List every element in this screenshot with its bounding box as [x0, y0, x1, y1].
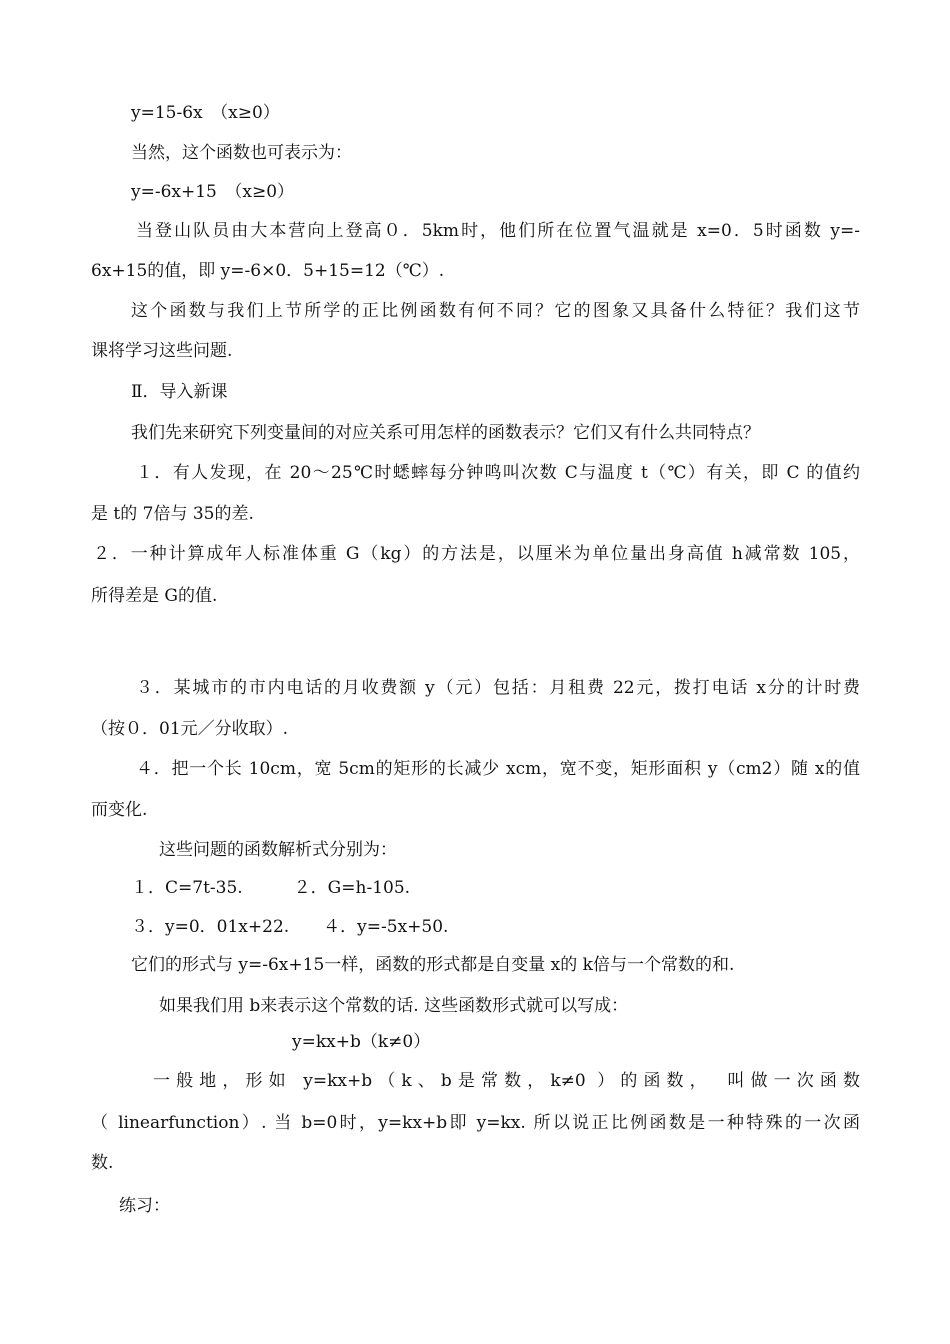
text-line-18: 这些问题的函数解析式分别为：	[159, 840, 397, 860]
text-line-4: 当登山队员由大本营向上登高０．5km时，他们所在位置气温就是 x=0．5时函数 y=-	[136, 221, 860, 241]
section-heading: Ⅱ．导入新课	[131, 382, 228, 402]
item-2-line-1: ２．一种计算成年人标准体重 G（kg）的方法是，以厘米为单位量出身高值 h减常数 105，	[93, 544, 860, 564]
text-line-22: 如果我们用 b来表示这个常数的话. 这些函数形式就可以写成：	[159, 996, 629, 1016]
item-1-line-1: １．有人发现，在 20～25℃时蟋蟀每分钟鸣叫次数 C与温度 t（℃）有关，即 C 的值约	[136, 463, 860, 483]
text-line-5: 6x+15的值，即 y=-6×0．5+15=12（℃）.	[91, 261, 445, 281]
text-line-7: 课将学习这些问题.	[91, 341, 233, 361]
definition-line-3: 数.	[91, 1153, 114, 1173]
item-3-line-1: ３．某城市的市内电话的月收费额 y（元）包括：月租费 22元，拨打电话 x分的计时费	[136, 678, 860, 698]
item-1-line-2: 是 t的 7倍与 35的差.	[91, 504, 254, 524]
text-line-9: 我们先来研究下列变量间的对应关系可用怎样的函数表示？它们又有什么共同特点？	[131, 423, 760, 443]
text-line-2: 当然，这个函数也可表示为：	[131, 143, 352, 163]
formula-line-3: y=-6x+15 （x≥0）	[131, 182, 295, 202]
item-2-line-2: 所得差是 G的值.	[91, 586, 218, 606]
item-3-line-2: （按０．01元／分收取）.	[91, 719, 289, 739]
text-line-21: 它们的形式与 y=-6x+15一样，函数的形式都是自变量 x的 k倍与一个常数的和.	[131, 955, 735, 975]
exercise-heading: 练习：	[119, 1196, 170, 1216]
definition-line-1: 一般地，形如 y=kx+b（k、b是常数，k≠0 ）的函数， 叫做一次函数	[153, 1071, 860, 1091]
formula-line-1: y=15-6x （x≥0）	[131, 103, 280, 123]
definition-line-2: （ linearfunction）. 当 b=0时，y=kx+b即 y=kx. 所以说正比例函数是一种特殊的一次函	[91, 1113, 860, 1133]
item-4-line-1: ４．把一个长 10cm，宽 5cm的矩形的长减少 xcm，宽不变，矩形面积 y（cm2）随 x的值	[136, 759, 860, 779]
answer-line-2: ３．y=0．01x+22. ４．y=-5x+50.	[131, 917, 449, 937]
answer-line-1: １．C=7t-35. ２．G=h-105.	[131, 878, 411, 898]
item-4-line-2: 而变化.	[91, 800, 148, 820]
text-line-6: 这个函数与我们上节所学的正比例函数有何不同？它的图象又具备什么特征？我们这节	[131, 301, 860, 321]
general-formula: y=kx+b（k≠0）	[292, 1032, 431, 1052]
